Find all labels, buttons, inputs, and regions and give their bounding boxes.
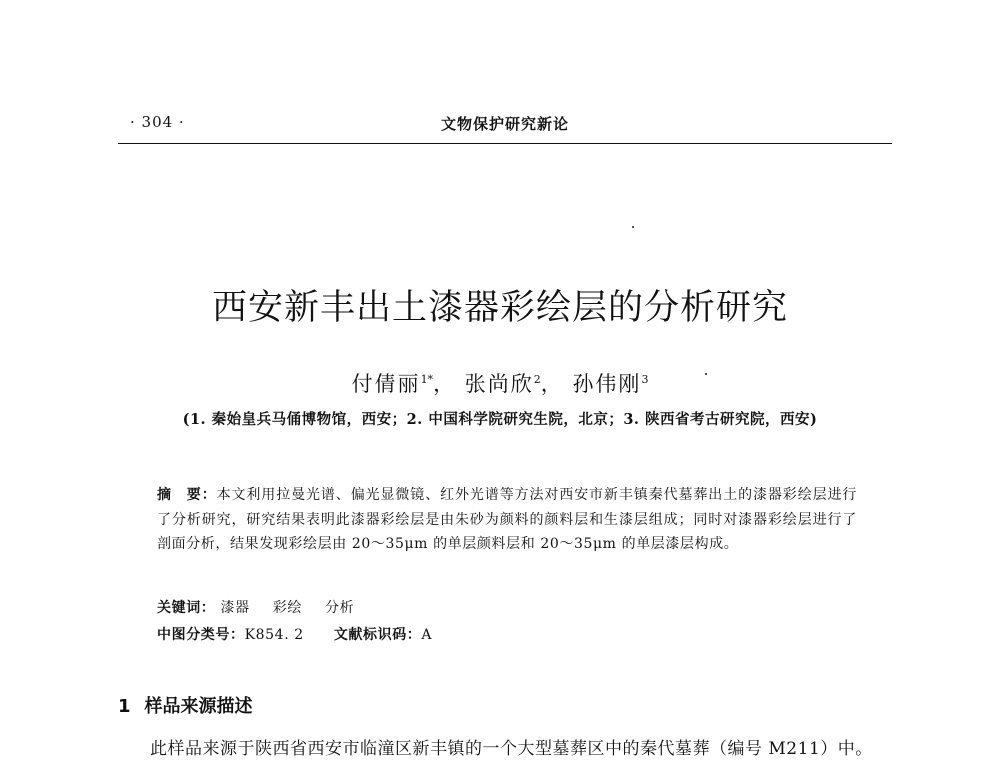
abstract-text: 本文利用拉曼光谱、偏光显微镜、红外光谱等方法对西安市新丰镇秦代墓葬出土的漆器彩绘层进行了分析研究，研究结果表明此漆器彩绘层是由朱砂为颜料的颜料层和生漆层组成；同时对漆器彩绘层进行了剖面分析，结果发现彩绘层由 20～35μm 的单层颜料层和 20～35μm 的单层漆层构成。 [157, 487, 857, 552]
page-header [118, 113, 892, 139]
author-name: 孙伟刚 [572, 372, 642, 396]
author-separator: ， [540, 372, 564, 396]
clc-value: K854. 2 [244, 627, 304, 643]
article-title: 西安新丰出土漆器彩绘层的分析研究 [211, 288, 788, 328]
abstract-label: 摘 要： [157, 487, 217, 503]
author-list [0, 368, 1000, 398]
section-heading [118, 692, 253, 718]
author-mark: 1* [420, 373, 434, 386]
keywords-label: 关键词： [157, 600, 216, 616]
section-number: 1 [118, 696, 131, 717]
author-mark: 2 [533, 373, 541, 386]
scan-speck [632, 226, 634, 228]
header-rule [118, 143, 892, 144]
keyword: 分析 [325, 600, 355, 616]
keyword: 漆器 [220, 600, 250, 616]
keywords [157, 597, 857, 617]
author-name: 张尚欣 [464, 372, 534, 396]
section-body-text: 此样品来源于陕西省西安市临潼区新丰镇的一个大型墓葬区中的秦代墓葬（编号 M211）中。 [150, 739, 873, 759]
doc-code-value: A [421, 627, 433, 643]
author-separator: ， [433, 372, 457, 396]
keyword: 彩绘 [272, 600, 302, 616]
author-name: 付倩丽 [351, 372, 421, 396]
author-affiliation: (1. 秦始皇兵马俑博物馆，西安；2. 中国科学院研究生院，北京；3. 陕西省考古研究院，西安) [182, 411, 818, 428]
author-mark: 3 [641, 373, 649, 386]
section-title: 样品来源描述 [144, 696, 253, 717]
classification-line [157, 624, 857, 644]
abstract [157, 483, 857, 557]
clc-label: 中图分类号： [157, 627, 245, 643]
running-title: 文物保护研究新论 [440, 115, 569, 133]
doc-code-label: 文献标识码： [333, 627, 422, 643]
page-number: · 304 · [130, 113, 185, 131]
